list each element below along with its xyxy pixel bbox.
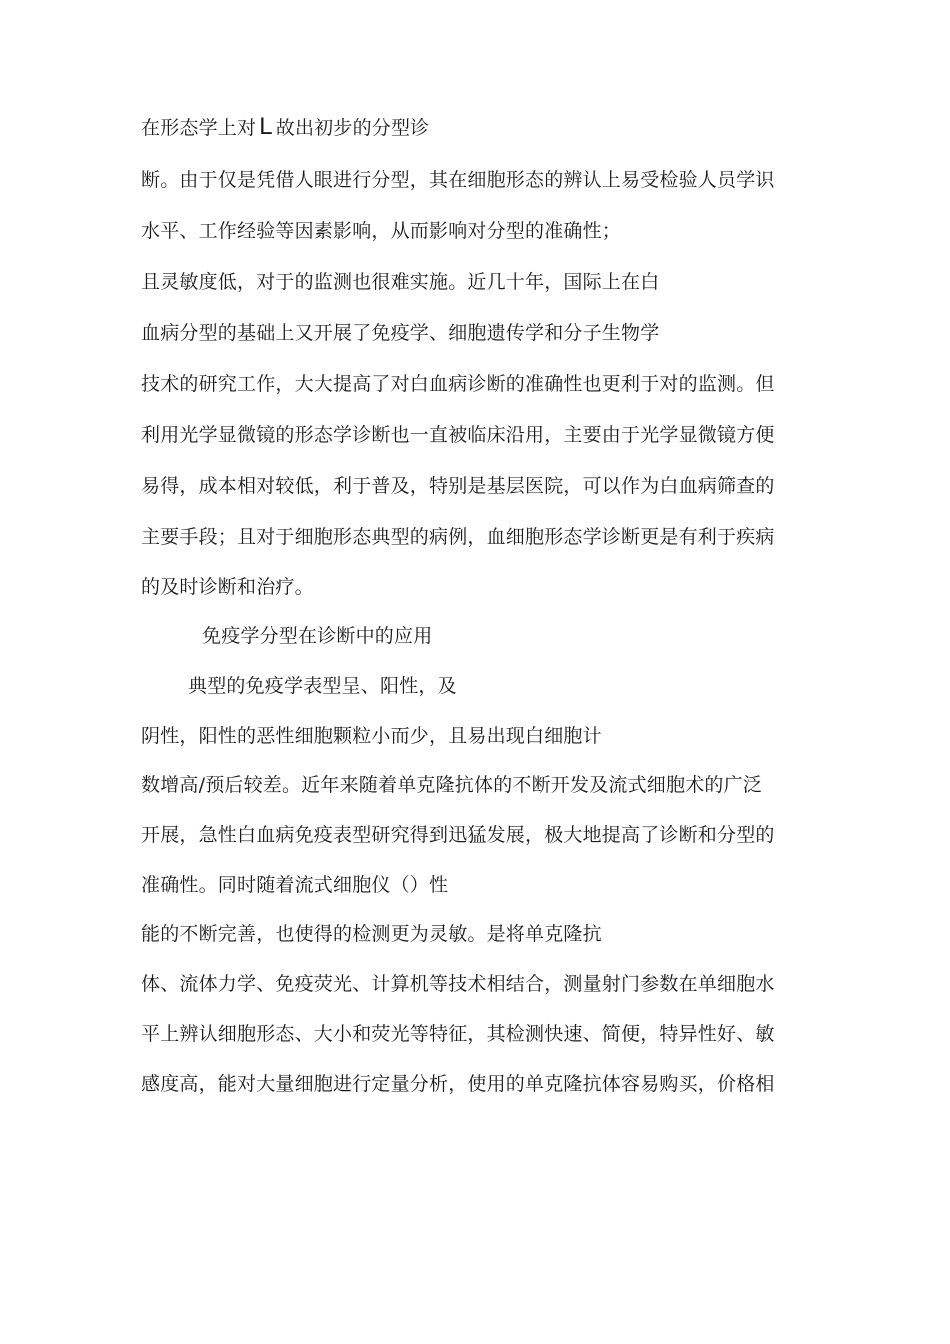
- text-line-5: 血病分型的基础上又开展了免疫学、细胞遗传学和分子生物学: [141, 322, 660, 344]
- text-line-12: 典型的免疫学表型呈、阳性，及: [188, 675, 457, 697]
- text-line-2: 断。由于仅是凭借人眼进行分型，其在细胞形态的辨认上易受检验人员学识: [141, 169, 775, 191]
- text-line-18: 体、流体力学、免疫荧光、计算机等技术相结合，测量射门参数在单细胞水: [141, 973, 775, 995]
- text-line-20: 感度高，能对大量细胞进行定量分析，使用的单克隆抗体容易购买，价格相: [141, 1073, 775, 1095]
- text-line-1: [141, 115, 429, 140]
- text-line-6: 技术的研究工作，大大提高了对白血病诊断的准确性也更利于对的监测。但: [141, 373, 775, 395]
- text-line-16: 准确性。同时随着流式细胞仪（）性: [141, 874, 449, 896]
- text-segment-large-letter: L: [259, 113, 273, 140]
- text-segment: 在形态学上对: [141, 117, 257, 139]
- text-line-17: 能的不断完善，也使得的检测更为灵敏。是将单克隆抗: [141, 923, 602, 945]
- text-line-9: 主要手段；且对于细胞形态典型的病例，血细胞形态学诊断更是有利于疾病: [141, 526, 775, 548]
- text-line-13: 阴性，阳性的恶性细胞颗粒小而少，且易出现白细胞计: [141, 725, 602, 747]
- text-line-4: 且灵敏度低，对于的监测也很难实施。近几十年，国际上在白: [141, 271, 660, 293]
- text-line-15: 开展，急性白血病免疫表型研究得到迅猛发展，极大地提高了诊断和分型的: [141, 824, 775, 846]
- text-line-19: 平上辨认细胞形态、大小和荧光等特征，其检测快速、简便，特异性好、敏: [141, 1023, 775, 1045]
- text-line-10: 的及时诊断和治疗。: [141, 576, 314, 598]
- text-line-14: 数增高/预后较差。近年来随着单克隆抗体的不断开发及流式细胞术的广泛: [141, 774, 763, 796]
- section-heading: 免疫学分型在诊断中的应用: [202, 625, 433, 647]
- text-line-7: 利用光学显微镜的形态学诊断也一直被临床沿用，主要由于光学显微镜方便: [141, 424, 775, 446]
- text-segment: 故出初步的分型诊: [275, 117, 430, 139]
- text-line-3: 水平、工作经验等因素影响，从而影响对分型的准确性；: [141, 220, 622, 242]
- text-line-8: 易得，成本相对较低，利于普及，特别是基层医院，可以作为白血病筛查的: [141, 475, 775, 497]
